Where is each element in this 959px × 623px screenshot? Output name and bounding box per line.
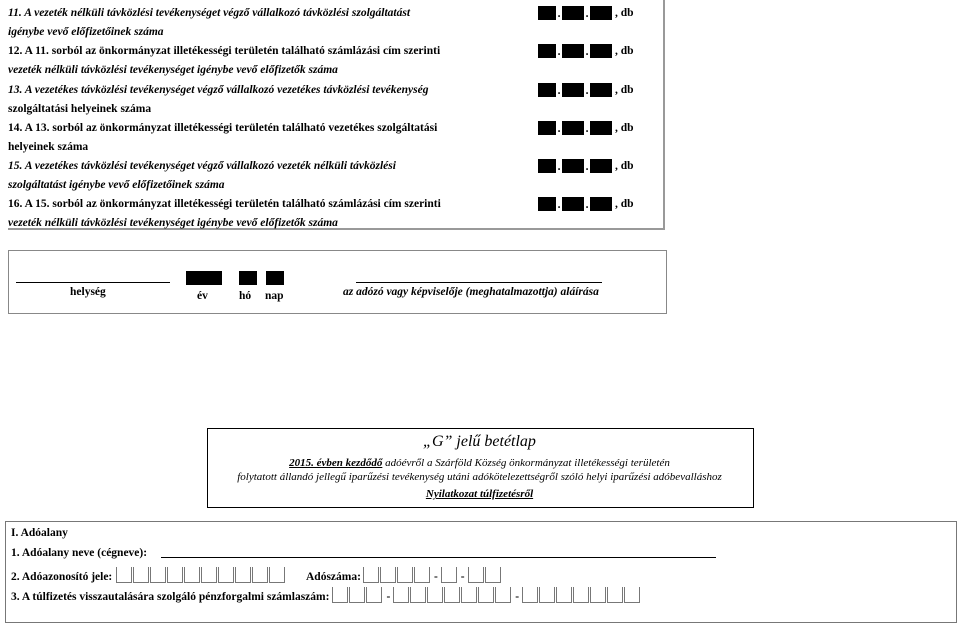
adoalany-section-title: I. Adóalany bbox=[11, 527, 68, 539]
row-label-line2 bbox=[8, 214, 658, 233]
dash-separator: - bbox=[460, 571, 465, 583]
row-count-field[interactable] bbox=[538, 159, 634, 173]
day-box[interactable] bbox=[266, 271, 284, 285]
digit-group-box[interactable] bbox=[562, 197, 584, 211]
dash-separator: - bbox=[515, 591, 520, 603]
row-label-text: 13. A vezetékes távközlési tevékenységet végző vállalkozó vezetékes távközlési tevékenység bbox=[8, 84, 429, 96]
unit-label: , db bbox=[615, 198, 634, 210]
signer-label: az adózó vagy képviselője (meghatalmazottja) aláírása bbox=[343, 286, 599, 298]
unit-label: , db bbox=[615, 84, 634, 96]
row-label-text: szolgáltatási helyeinek száma bbox=[8, 103, 152, 115]
row-count-field[interactable] bbox=[538, 6, 634, 20]
char-box[interactable] bbox=[444, 587, 460, 603]
month-label: hó bbox=[239, 290, 252, 302]
year-box[interactable] bbox=[186, 271, 222, 285]
thousands-separator: . bbox=[585, 199, 589, 211]
digit-group-box[interactable] bbox=[538, 6, 556, 20]
row-label-text: igénybe vevő előfizetőinek száma bbox=[8, 26, 164, 38]
char-box[interactable] bbox=[461, 587, 477, 603]
row-label-line2 bbox=[8, 61, 658, 80]
g-sheet-line1 bbox=[207, 457, 752, 469]
bank-account-field[interactable] bbox=[332, 587, 641, 603]
char-box[interactable] bbox=[556, 587, 572, 603]
unit-label: , db bbox=[615, 122, 634, 134]
char-box[interactable] bbox=[150, 567, 166, 583]
thousands-separator: . bbox=[585, 85, 589, 97]
char-box[interactable] bbox=[184, 567, 200, 583]
char-box[interactable] bbox=[427, 587, 443, 603]
char-box[interactable] bbox=[624, 587, 640, 603]
char-box[interactable] bbox=[397, 567, 413, 583]
g-sheet-line1-rest: adóévről a Szárföld Község önkormányzat illetékességi területén bbox=[382, 457, 670, 469]
name-field[interactable] bbox=[161, 557, 716, 558]
thousands-separator: . bbox=[557, 199, 561, 211]
digit-group-box[interactable] bbox=[590, 159, 612, 173]
digit-group-box[interactable] bbox=[562, 44, 584, 58]
char-box[interactable] bbox=[252, 567, 268, 583]
char-box[interactable] bbox=[116, 567, 132, 583]
name-label: 1. Adóalany neve (cégneve): bbox=[11, 547, 148, 559]
row-count-field[interactable] bbox=[538, 44, 634, 58]
row-count-field[interactable] bbox=[538, 197, 634, 211]
char-box[interactable] bbox=[218, 567, 234, 583]
thousands-separator: . bbox=[585, 8, 589, 20]
thousands-separator: . bbox=[585, 123, 589, 135]
char-box[interactable] bbox=[133, 567, 149, 583]
place-label: helység bbox=[70, 286, 106, 298]
g-sheet-line3: Nyilatkozat túlfizetésről bbox=[425, 488, 534, 500]
day-label: nap bbox=[265, 290, 284, 302]
char-box[interactable] bbox=[201, 567, 217, 583]
row-label-text: 15. A vezetékes távközlési tevékenységet végző vállalkozó vezeték nélküli távközlési bbox=[8, 160, 396, 172]
char-box[interactable] bbox=[522, 587, 538, 603]
bank-row bbox=[11, 586, 641, 603]
row-label-line2 bbox=[8, 138, 658, 157]
row-label-line2 bbox=[8, 23, 658, 42]
row-count-field[interactable] bbox=[538, 83, 634, 97]
unit-label: , db bbox=[615, 7, 634, 19]
bank-label: 3. A túlfizetés visszautalására szolgáló pénzforgalmi számlaszám: bbox=[11, 591, 330, 603]
id-row bbox=[11, 566, 286, 583]
row-label-line2 bbox=[8, 176, 658, 195]
place-line bbox=[16, 282, 170, 283]
char-box[interactable] bbox=[478, 587, 494, 603]
digit-group-box[interactable] bbox=[590, 197, 612, 211]
char-box[interactable] bbox=[332, 587, 348, 603]
digit-group-box[interactable] bbox=[538, 44, 556, 58]
char-box[interactable] bbox=[349, 587, 365, 603]
thousands-separator: . bbox=[557, 85, 561, 97]
thousands-separator: . bbox=[557, 161, 561, 173]
digit-group-box[interactable] bbox=[538, 83, 556, 97]
dash-separator: - bbox=[433, 571, 438, 583]
tax-id-field[interactable] bbox=[116, 567, 286, 583]
unit-label: , db bbox=[615, 45, 634, 57]
char-box[interactable] bbox=[269, 567, 285, 583]
row-label-text: szolgáltatást igénybe vevő előfizetőinek száma bbox=[8, 179, 225, 191]
dash-separator: - bbox=[386, 591, 391, 603]
month-box[interactable] bbox=[239, 271, 257, 285]
char-box[interactable] bbox=[495, 587, 511, 603]
char-box[interactable] bbox=[590, 587, 606, 603]
thousands-separator: . bbox=[585, 46, 589, 58]
char-box[interactable] bbox=[363, 567, 379, 583]
char-box[interactable] bbox=[485, 567, 501, 583]
row-label-text: 16. A 15. sorból az önkormányzat illetékességi területén található számlázási cím szerinti bbox=[8, 198, 441, 210]
row-label-text: vezeték nélküli távközlési tevékenységet igénybe vevő előfizetők száma bbox=[8, 64, 338, 76]
char-box[interactable] bbox=[380, 567, 396, 583]
tax-number-field[interactable] bbox=[363, 567, 502, 583]
char-box[interactable] bbox=[235, 567, 251, 583]
digit-group-box[interactable] bbox=[538, 197, 556, 211]
row-label-text: vezeték nélküli távközlési tevékenységet igénybe vevő előfizetők száma bbox=[8, 217, 338, 229]
char-box[interactable] bbox=[539, 587, 555, 603]
tax-row bbox=[306, 566, 502, 583]
digit-group-box[interactable] bbox=[590, 44, 612, 58]
char-box[interactable] bbox=[167, 567, 183, 583]
row-count-field[interactable] bbox=[538, 121, 634, 135]
thousands-separator: . bbox=[557, 123, 561, 135]
row-label-line2 bbox=[8, 100, 658, 119]
char-box[interactable] bbox=[410, 587, 426, 603]
signer-line[interactable] bbox=[356, 282, 602, 283]
digit-group-box[interactable] bbox=[538, 159, 556, 173]
char-box[interactable] bbox=[366, 587, 382, 603]
unit-label: , db bbox=[615, 160, 634, 172]
row-label-text: 12. A 11. sorból az önkormányzat illetékességi területén található számlázási cím szerinti bbox=[8, 45, 441, 57]
thousands-separator: . bbox=[585, 161, 589, 173]
year-label: év bbox=[197, 290, 208, 302]
thousands-separator: . bbox=[557, 8, 561, 20]
id-label: 2. Adóazonosító jele: bbox=[11, 571, 113, 583]
date-boxes bbox=[186, 271, 284, 285]
row-label-text: helyeinek száma bbox=[8, 141, 89, 153]
row-label-text: 14. A 13. sorból az önkormányzat illetékességi területén található vezetékes szolgáltatási bbox=[8, 122, 438, 134]
g-sheet-title: „G” jelű betétlap bbox=[423, 433, 536, 450]
char-box[interactable] bbox=[441, 567, 457, 583]
digit-group-box[interactable] bbox=[590, 121, 612, 135]
g-sheet-line2: folytatott állandó jellegű iparűzési tevékenység utáni adókötelezettségről szóló helyi iparűzési adóbevalláshoz bbox=[237, 471, 722, 483]
thousands-separator: . bbox=[557, 46, 561, 58]
char-box[interactable] bbox=[468, 567, 484, 583]
row-label-text: 11. A vezeték nélküli távközlési tevékenységet végző vállalkozó távközlési szolgáltatást bbox=[8, 7, 411, 19]
char-box[interactable] bbox=[607, 587, 623, 603]
char-box[interactable] bbox=[573, 587, 589, 603]
digit-group-box[interactable] bbox=[590, 6, 612, 20]
char-box[interactable] bbox=[414, 567, 430, 583]
g-sheet-year: 2015. évben kezdődő bbox=[289, 457, 383, 469]
frame-right-border bbox=[663, 0, 665, 230]
digit-group-box[interactable] bbox=[538, 121, 556, 135]
digit-group-box[interactable] bbox=[590, 83, 612, 97]
digit-group-box[interactable] bbox=[562, 159, 584, 173]
digit-group-box[interactable] bbox=[562, 83, 584, 97]
digit-group-box[interactable] bbox=[562, 6, 584, 20]
tax-label: Adószáma: bbox=[306, 571, 361, 583]
digit-group-box[interactable] bbox=[562, 121, 584, 135]
char-box[interactable] bbox=[393, 587, 409, 603]
